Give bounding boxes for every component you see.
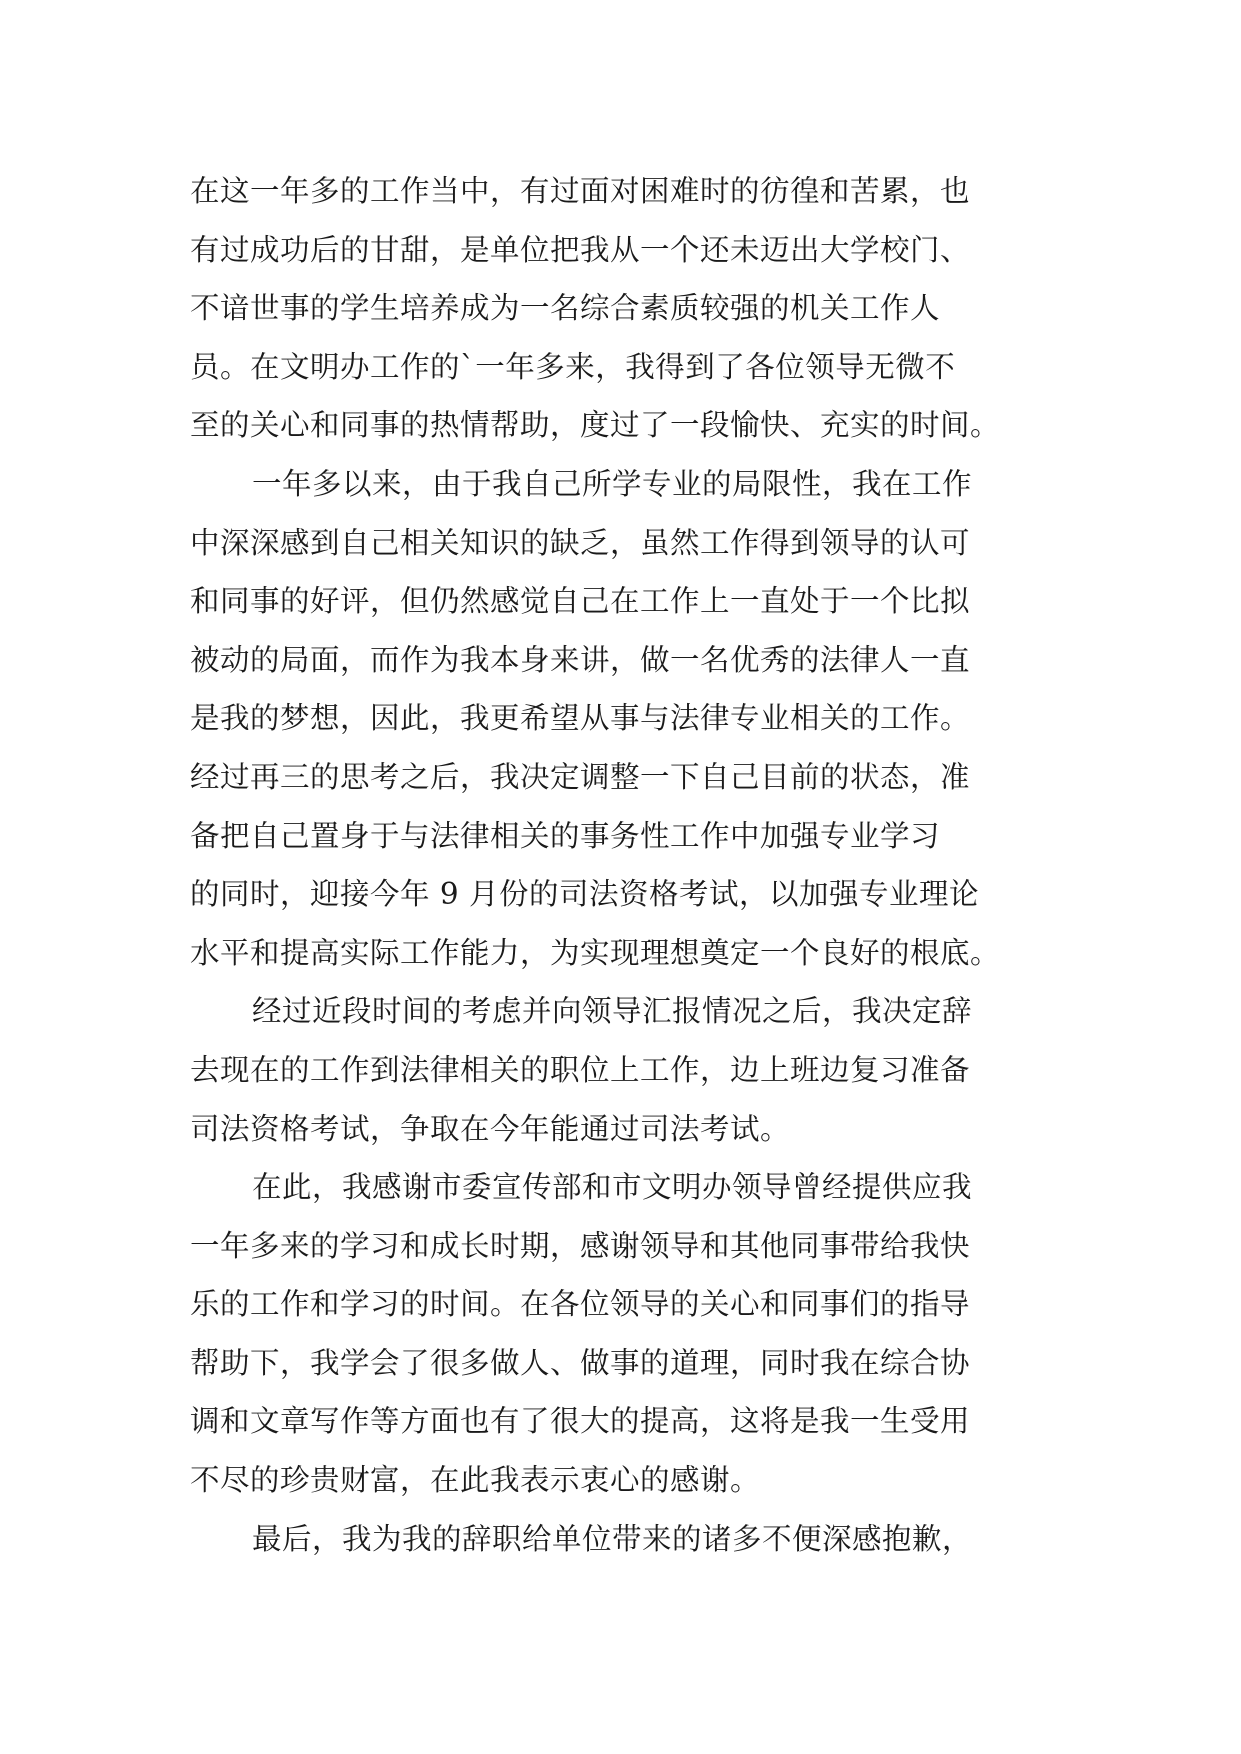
text-line: 一年多来的学习和成长时期，感谢领导和其他同事带给我快 [190, 1228, 971, 1263]
text-line: 至的关心和同事的热情帮助，度过了一段愉快、充实的时间。 [190, 408, 1001, 443]
text-line: 在此，我感谢市委宣传部和市文明办领导曾经提供应我 [252, 1170, 973, 1205]
text-line: 去现在的工作到法律相关的职位上工作，边上班边复习准备 [190, 1052, 971, 1087]
text-line: 一年多以来，由于我自己所学专业的局限性，我在工作 [252, 466, 973, 501]
text-line: 乐的工作和学习的时间。在各位领导的关心和同事们的指导 [190, 1287, 971, 1322]
text-line: 调和文章写作等方面也有了很大的提高，这将是我一生受用 [190, 1404, 971, 1439]
body-text [190, 162, 1060, 1568]
text-line: 司法资格考试，争取在今年能通过司法考试。 [190, 1111, 791, 1146]
text-line: 和同事的好评，但仍然感觉自己在工作上一直处于一个比拟 [190, 584, 971, 619]
text-line: 备把自己置身于与法律相关的事务性工作中加强专业学习 [190, 818, 941, 853]
text-line: 不尽的珍贵财富，在此我表示衷心的感谢。 [190, 1463, 761, 1498]
text-line: 员。在文明办工作的`一年多来，我得到了各位领导无微不 [190, 349, 956, 384]
text-line: 水平和提高实际工作能力，为实现理想奠定一个良好的根底。 [190, 935, 1001, 970]
text-line: 中深深感到自己相关知识的缺乏，虽然工作得到领导的认可 [190, 525, 971, 560]
text-line: 经过再三的思考之后，我决定调整一下自己目前的状态，准 [190, 759, 971, 794]
text-line: 不谙世事的学生培养成为一名综合素质较强的机关工作人 [190, 291, 941, 326]
text-line: 最后，我为我的辞职给单位带来的诸多不便深感抱歉， [252, 1521, 973, 1556]
text-line: 在这一年多的工作当中，有过面对困难时的彷徨和苦累，也 [190, 174, 971, 208]
text-line: 帮助下，我学会了很多做人、做事的道理，同时我在综合协 [190, 1345, 971, 1380]
text-line: 有过成功后的甘甜，是单位把我从一个还未迈出大学校门、 [190, 232, 971, 267]
text-line: 经过近段时间的考虑并向领导汇报情况之后，我决定辞 [252, 994, 973, 1029]
text-line: 被动的局面，而作为我本身来讲，做一名优秀的法律人一直 [190, 642, 971, 677]
text-line: 的同时，迎接今年 9 月份的司法资格考试，以加强专业理论 [190, 877, 980, 912]
text-line: 是我的梦想，因此，我更希望从事与法律专业相关的工作。 [190, 701, 971, 736]
